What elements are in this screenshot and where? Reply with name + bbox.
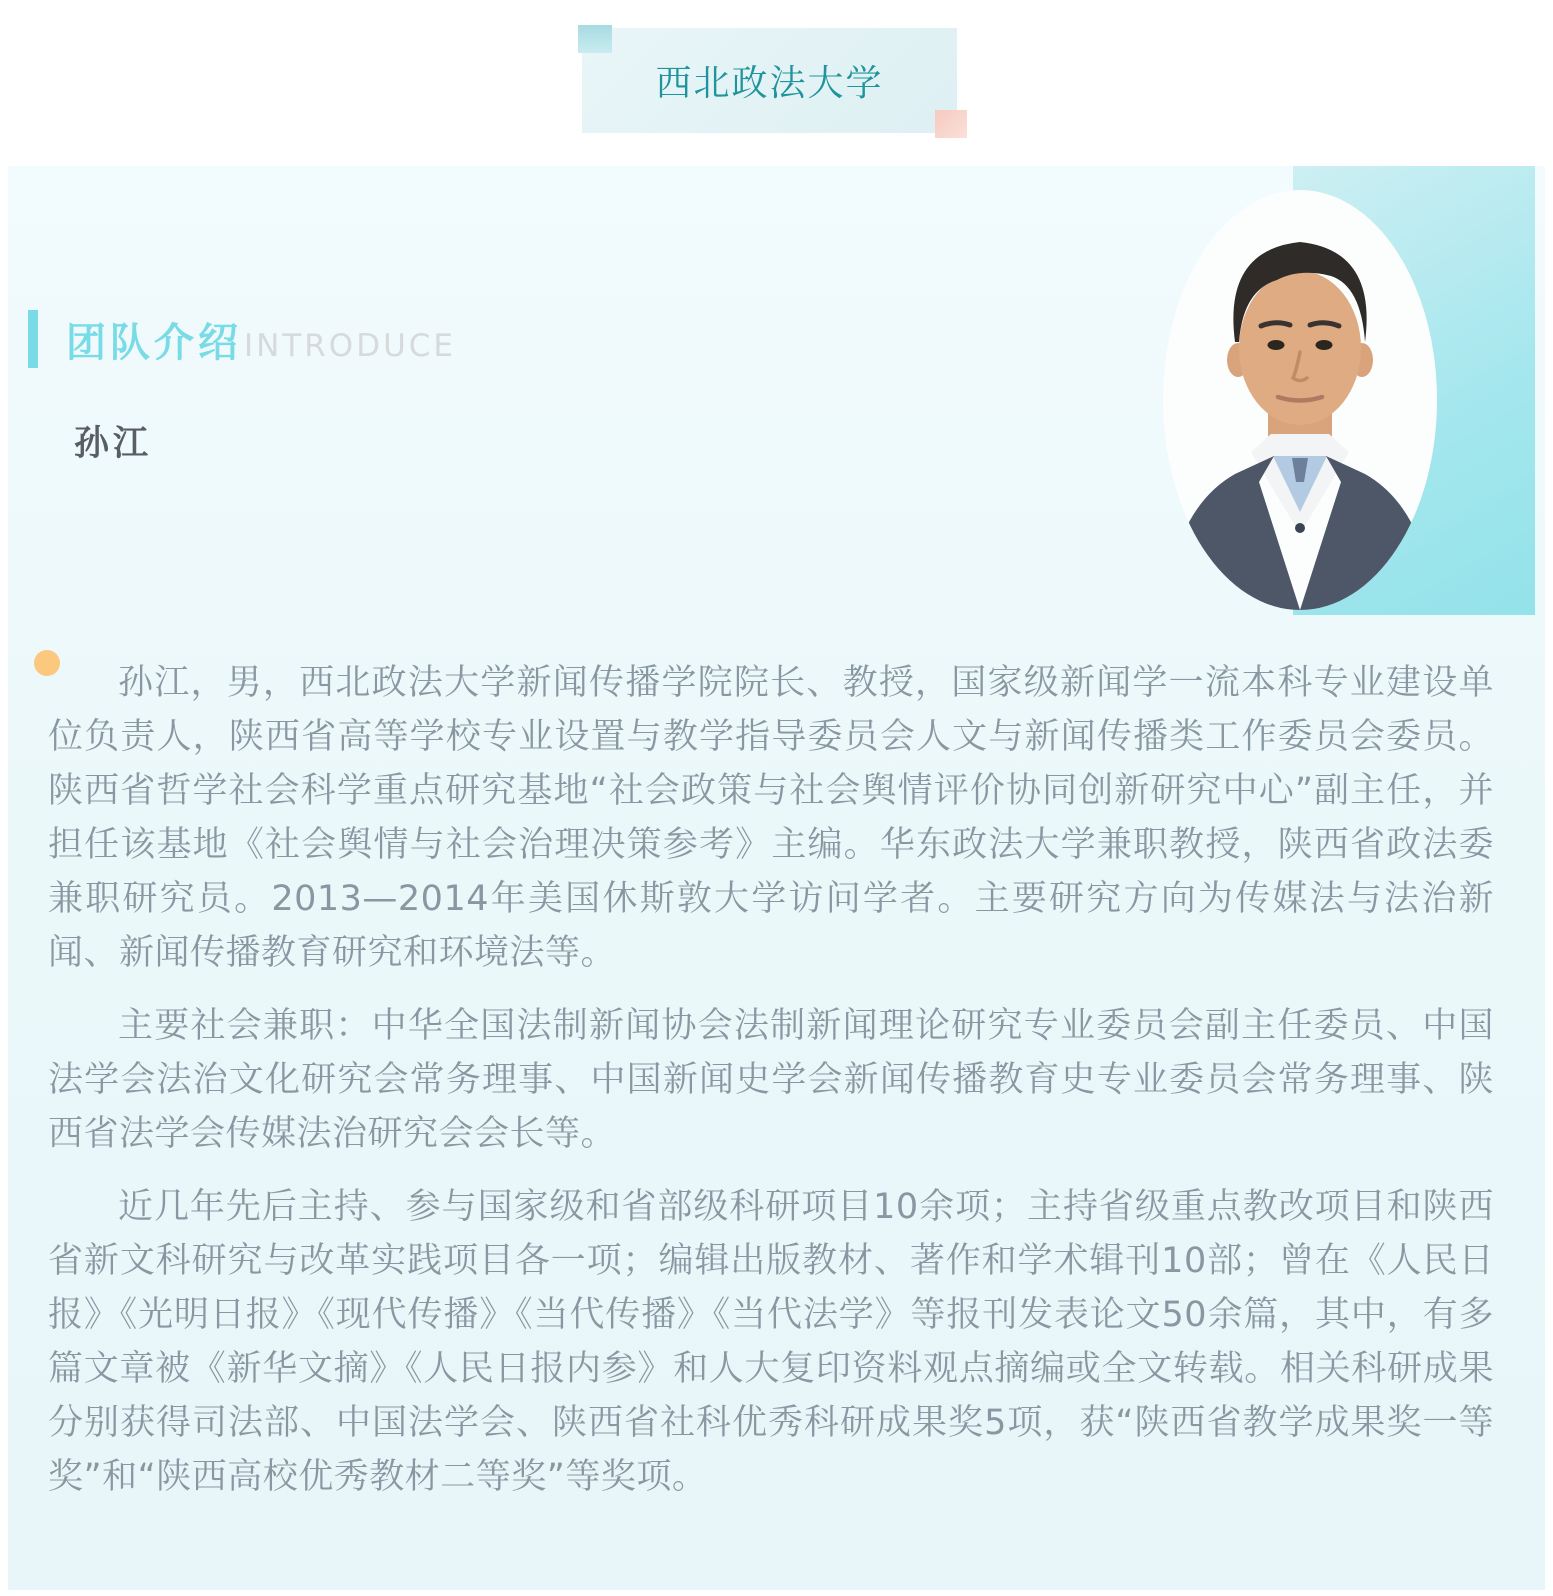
university-name: 西北政法大学 xyxy=(655,63,884,104)
profile-card xyxy=(8,166,1545,1590)
teal-deco-square xyxy=(578,25,612,53)
section-heading xyxy=(28,310,456,368)
bio-paragraph: 近几年先后主持、参与国家级和省部级科研项目10余项；主持省级重点教改项目和陕西省新文科研究与改革实践项目各一项；编辑出版教材、著作和学术辑刊10部；曾在《人民日报》《光明日报》《现代传播》《当代传播》《当代法学》等报刊发表论文50余篇，其中，有多篇文章被《新华文摘》《人民日报内参》和人大复印资料观点摘编或全文转载。相关科研成果分别获得司法部、中国法学会、陕西省社科优秀科研成果奖5项，获“陕西省教学成果奖一等奖”和“陕西高校优秀教材二等奖”等奖项。 xyxy=(48,1187,1494,1497)
section-title-zh: 团队介绍 xyxy=(66,319,242,366)
section-title-en: INTRODUCE xyxy=(244,327,457,364)
person-name: 孙江 xyxy=(74,424,153,464)
pink-deco-square xyxy=(935,110,967,138)
biography xyxy=(48,656,1494,1523)
university-title-box xyxy=(582,28,957,133)
portrait-photo xyxy=(1163,190,1437,610)
bio-paragraph: 主要社会兼职：中华全国法制新闻协会法制新闻理论研究专业委员会副主任委员、中国法学会法治文化研究会常务理事、中国新闻史学会新闻传播教育史专业委员会常务理事、陕西省法学会传媒法治研究会会长等。 xyxy=(48,1006,1494,1154)
bio-paragraph: 孙江，男，西北政法大学新闻传播学院院长、教授，国家级新闻学一流本科专业建设单位负责人，陕西省高等学校专业设置与教学指导委员会人文与新闻传播类工作委员会委员。陕西省哲学社会科学重点研究基地“社会政策与社会舆情评价协同创新研究中心”副主任，并担任该基地《社会舆情与社会治理决策参考》主编。华东政法大学兼职教授，陕西省政法委兼职研究员。2013—2014年美国休斯敦大学访问学者。主要研究方向为传媒法与法治新闻、新闻传播教育研究和环境法等。 xyxy=(48,663,1494,973)
section-titles xyxy=(66,311,456,368)
heading-accent-bar xyxy=(28,310,38,368)
